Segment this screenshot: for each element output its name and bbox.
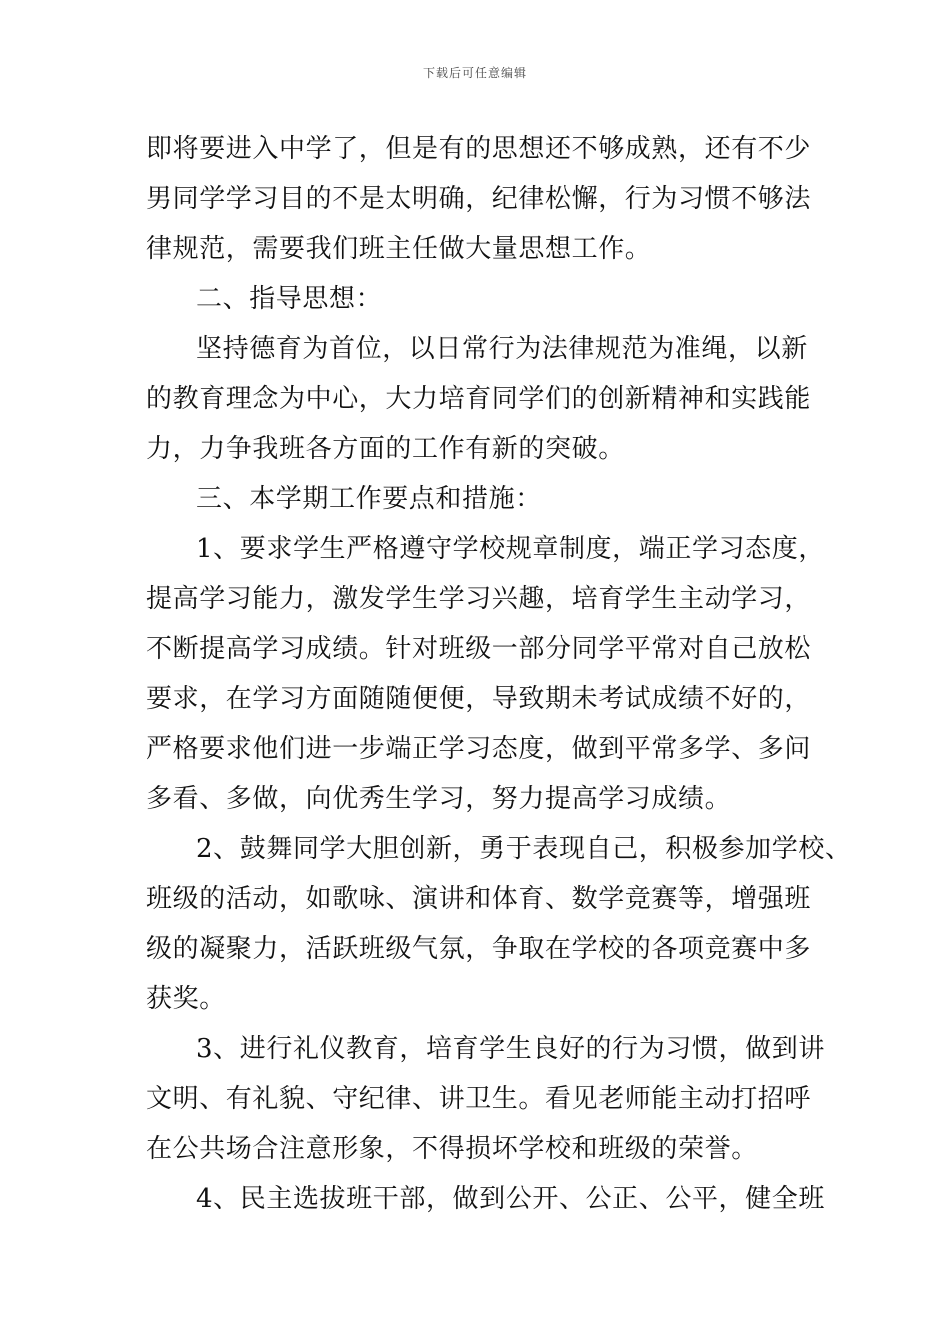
text-line: 获奖。 xyxy=(146,984,226,1014)
text-line: 多看、多做，向优秀生学习，努力提高学习成绩。 xyxy=(146,784,732,814)
text-line: 严格要求他们进一步端正学习态度，做到平常多学、多问 xyxy=(146,734,812,764)
text-line: 在公共场合注意形象，不得损坏学校和班级的荣誉。 xyxy=(146,1134,758,1164)
text-line: 力，力争我班各方面的工作有新的突破。 xyxy=(146,434,625,464)
section-heading: 二、指导思想： xyxy=(196,284,383,314)
text-line: 提高学习能力，激发学生学习兴趣，培育学生主动学习， xyxy=(146,584,812,614)
text-line: 律规范，需要我们班主任做大量思想工作。 xyxy=(146,234,652,264)
text-line: 4、民主选拔班干部，做到公开、公正、公平，健全班 xyxy=(196,1184,825,1214)
text-line: 即将要进入中学了，但是有的思想还不够成熟，还有不少 xyxy=(146,134,812,164)
text-line: 男同学学习目的不是太明确，纪律松懈，行为习惯不够法 xyxy=(146,184,812,214)
text-line: 1、要求学生严格遵守学校规章制度，端正学习态度， xyxy=(196,534,825,564)
text-line: 文明、有礼貌、守纪律、讲卫生。看见老师能主动打招呼 xyxy=(146,1084,812,1114)
text-line: 要求，在学习方面随随便便，导致期未考试成绩不好的， xyxy=(146,684,812,714)
section-heading: 三、本学期工作要点和措施： xyxy=(196,484,542,514)
text-line: 级的凝聚力，活跃班级气氛，争取在学校的各项竞赛中多 xyxy=(146,934,812,964)
text-line: 的教育理念为中心，大力培育同学们的创新精神和实践能 xyxy=(146,384,812,414)
text-line: 班级的活动，如歌咏、演讲和体育、数学竞赛等，增强班 xyxy=(146,884,812,914)
text-line: 不断提高学习成绩。针对班级一部分同学平常对自己放松 xyxy=(146,634,812,664)
text-line: 3、进行礼仪教育，培育学生良好的行为习惯，做到讲 xyxy=(196,1034,825,1064)
text-line: 2、鼓舞同学大胆创新，勇于表现自己，积极参加学校、 xyxy=(196,834,852,864)
page-header-note: 下载后可任意编辑 xyxy=(422,66,527,80)
text-line: 坚持德育为首位，以日常行为法律规范为准绳，以新 xyxy=(196,334,808,364)
